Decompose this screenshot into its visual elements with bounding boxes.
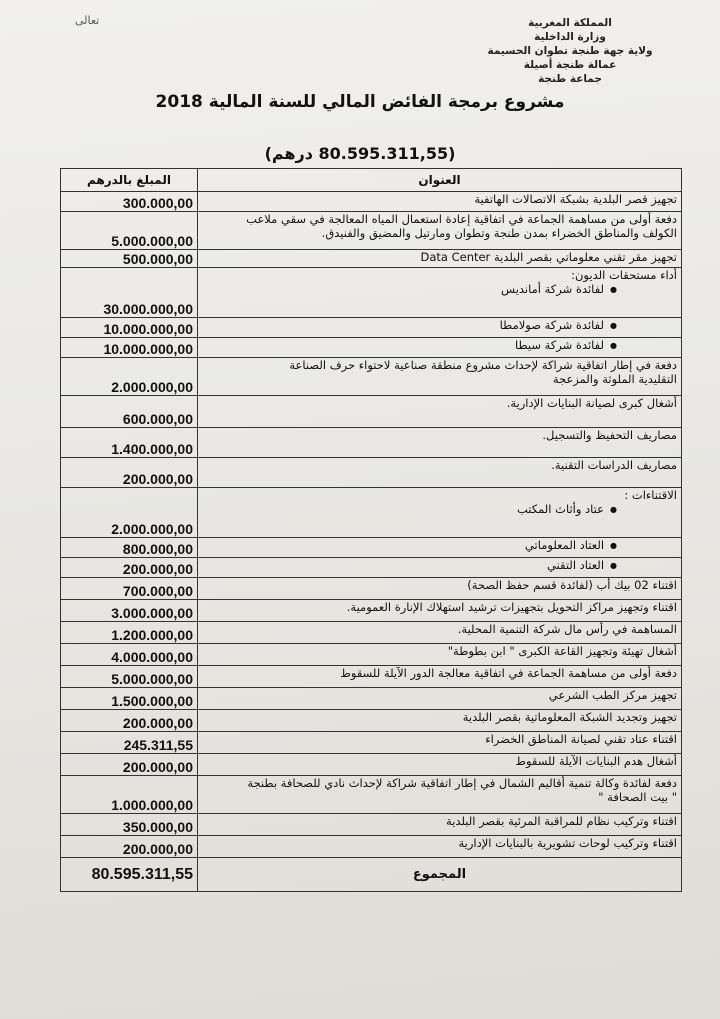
row-label-line: اقتناء عتاد تقني لصيانة المناطق الخضراء: [485, 732, 677, 746]
row-label: [198, 212, 682, 250]
row-label-line: اقتناء 02 بيك أب (لفائدة قسم حفظ الصحة): [467, 578, 677, 592]
row-label-line: دفعة أولى من مساهمة الجماعة في اتفاقية إعادة استعمال المياه المعالجة في سقي ملاعب: [246, 212, 677, 226]
row-amount: 200.000,00: [61, 836, 198, 858]
letterhead-line: وزارة الداخلية: [534, 31, 606, 43]
budget-table: [60, 168, 682, 892]
row-amount: 800.000,00: [61, 538, 198, 558]
row-amount: 200.000,00: [61, 710, 198, 732]
row-label-line: ● لفائدة شركة أمانديس: [202, 282, 677, 297]
row-amount: 700.000,00: [61, 578, 198, 600]
table-row: [61, 836, 682, 858]
table-row: [61, 268, 682, 318]
row-amount: 1.200.000,00: [61, 622, 198, 644]
row-label: [198, 338, 682, 358]
row-label-line: تجهيز قصر البلدية بشبكة الاتصالات الهاتفية: [474, 192, 677, 206]
table-row: [61, 396, 682, 428]
handwritten-note: تعالى: [75, 14, 100, 27]
row-amount: 30.000.000,00: [61, 268, 198, 318]
row-amount: 2.000.000,00: [61, 358, 198, 396]
row-label-line: ● لفائدة شركة سيطا: [202, 338, 677, 353]
row-label-line: أشغال كبرى لصيانة البنايات الإدارية.: [506, 396, 677, 410]
row-amount: 10.000.000,00: [61, 338, 198, 358]
row-label-line: ● العتاد المعلوماتي: [202, 538, 677, 553]
table-row: [61, 754, 682, 776]
amount-column-header: المبلغ بالدرهم: [61, 169, 198, 192]
table-row: [61, 666, 682, 688]
row-label-line: " بيت الصحافة ": [598, 790, 677, 804]
table-row: [61, 458, 682, 488]
row-label-line: دفعة أولى من مساهمة الجماعة في اتفاقية معالجة الدور الآيلة للسقوط: [340, 666, 677, 680]
row-label-line: ● لفائدة شركة صولامطا: [202, 318, 677, 333]
row-label: [198, 488, 682, 538]
row-amount: 200.000,00: [61, 458, 198, 488]
table-row: [61, 732, 682, 754]
table-row: [61, 428, 682, 458]
table-row: [61, 192, 682, 212]
row-amount: 2.000.000,00: [61, 488, 198, 538]
letterhead-line: المملكة المغربية: [528, 17, 612, 29]
row-amount: 200.000,00: [61, 754, 198, 776]
row-label-line: تجهيز مركز الطب الشرعي: [548, 688, 677, 702]
row-label-line: المساهمة في رأس مال شركة التنمية المحلية.: [457, 622, 677, 636]
table-row: [61, 622, 682, 644]
row-label: [198, 710, 682, 732]
row-label-line: الكولف والمناطق الخضراء بمدن طنجة وتطوان ومارتيل والمضيق والفنيدق.: [321, 226, 677, 240]
row-label: [198, 192, 682, 212]
table-row: [61, 358, 682, 396]
row-label-line: أشغال هدم البنايات الآيلة للسقوط: [515, 754, 677, 768]
row-amount: 3.000.000,00: [61, 600, 198, 622]
row-amount: 5.000.000,00: [61, 666, 198, 688]
table-row: [61, 538, 682, 558]
row-amount: 1.400.000,00: [61, 428, 198, 458]
row-label-line: الاقتناءات :: [624, 488, 677, 502]
row-label: [198, 600, 682, 622]
row-label-line: اقتناء وتركيب نظام للمراقبة المرئية بقصر البلدية: [446, 814, 677, 828]
table-row: [61, 250, 682, 268]
row-label: [198, 644, 682, 666]
row-label-line: التقليدية الملوثة والمزعجة: [552, 372, 677, 386]
row-label: [198, 688, 682, 710]
row-label-line: أداء مستحقات الديون:: [571, 268, 677, 282]
row-label: [198, 538, 682, 558]
row-label-line: اقتناء وتركيب لوحات تشويرية بالبنايات الإدارية: [458, 836, 677, 850]
row-label-line: مصاريف الدراسات التقنية.: [551, 458, 677, 472]
row-label: [198, 666, 682, 688]
row-label: [198, 396, 682, 428]
row-label-line: ● العتاد التقني: [202, 558, 677, 573]
row-amount: 600.000,00: [61, 396, 198, 428]
row-amount: 350.000,00: [61, 814, 198, 836]
row-label: [198, 558, 682, 578]
row-label-line: أشغال تهيئة وتجهيز القاعة الكبرى " ابن بطوطة": [447, 644, 677, 658]
table-row: [61, 578, 682, 600]
row-label: [198, 836, 682, 858]
document-total-subtitle: (80.595.311,55 درهم): [264, 144, 456, 163]
letterhead-line: ولاية جهة طنجة تطوان الحسيمة: [487, 45, 653, 57]
row-label: [198, 776, 682, 814]
row-label-line: تجهيز مقر تقني معلوماتي بقصر البلدية Data Center: [420, 250, 677, 264]
row-label: [198, 754, 682, 776]
row-label: [198, 268, 682, 318]
row-label: [198, 732, 682, 754]
table-row: [61, 688, 682, 710]
row-label: [198, 458, 682, 488]
row-label-line: دفعة لفائدة وكالة تنمية أقاليم الشمال في إطار اتفاقية شراكة لإحداث نادي للصحافة بطنجة: [247, 776, 677, 790]
row-amount: 245.311,55: [61, 732, 198, 754]
row-label: [198, 250, 682, 268]
row-amount: 200.000,00: [61, 558, 198, 578]
row-amount: 5.000.000,00: [61, 212, 198, 250]
row-label-line: مصاريف التحفيظ والتسجيل.: [542, 428, 677, 442]
table-row: [61, 558, 682, 578]
total-row: [61, 858, 682, 892]
row-label: [198, 578, 682, 600]
row-amount: 1.500.000,00: [61, 688, 198, 710]
total-amount: 80.595.311,55: [61, 858, 198, 892]
document-title: مشروع برمجة الفائض المالي للسنة المالية 2018: [155, 92, 565, 112]
table-row: [61, 488, 682, 538]
letterhead-line: عمالة طنجة أصيلة: [523, 59, 617, 71]
row-label: [198, 358, 682, 396]
table-row: [61, 644, 682, 666]
row-amount: 500.000,00: [61, 250, 198, 268]
row-amount: 1.000.000,00: [61, 776, 198, 814]
row-label: [198, 318, 682, 338]
table-row: [61, 814, 682, 836]
label-column-header: العنوان: [198, 169, 682, 192]
table-row: [61, 600, 682, 622]
table-row: [61, 338, 682, 358]
row-label: [198, 814, 682, 836]
row-label-line: تجهيز وتجديد الشبكة المعلوماتية بقصر البلدية: [462, 710, 677, 724]
row-label-line: دفعة في إطار اتفاقية شراكة لإحداث مشروع منطقة صناعية لاحتواء حرف الصناعة: [289, 358, 677, 372]
table-header-row: [61, 169, 682, 192]
table-row: [61, 710, 682, 732]
letterhead-line: جماعة طنجة: [538, 73, 602, 85]
row-amount: 4.000.000,00: [61, 644, 198, 666]
row-amount: 10.000.000,00: [61, 318, 198, 338]
row-label: [198, 428, 682, 458]
total-label: المجموع: [198, 858, 682, 892]
table-row: [61, 776, 682, 814]
row-label: [198, 622, 682, 644]
table-row: [61, 212, 682, 250]
row-label-line: اقتناء وتجهيز مراكز التحويل بتجهيزات ترشيد استهلاك الإنارة العمومية.: [346, 600, 677, 614]
letterhead: [460, 16, 680, 86]
table-row: [61, 318, 682, 338]
row-amount: 300.000,00: [61, 192, 198, 212]
row-label-line: ● عتاد وأثاث المكتب: [202, 502, 677, 517]
